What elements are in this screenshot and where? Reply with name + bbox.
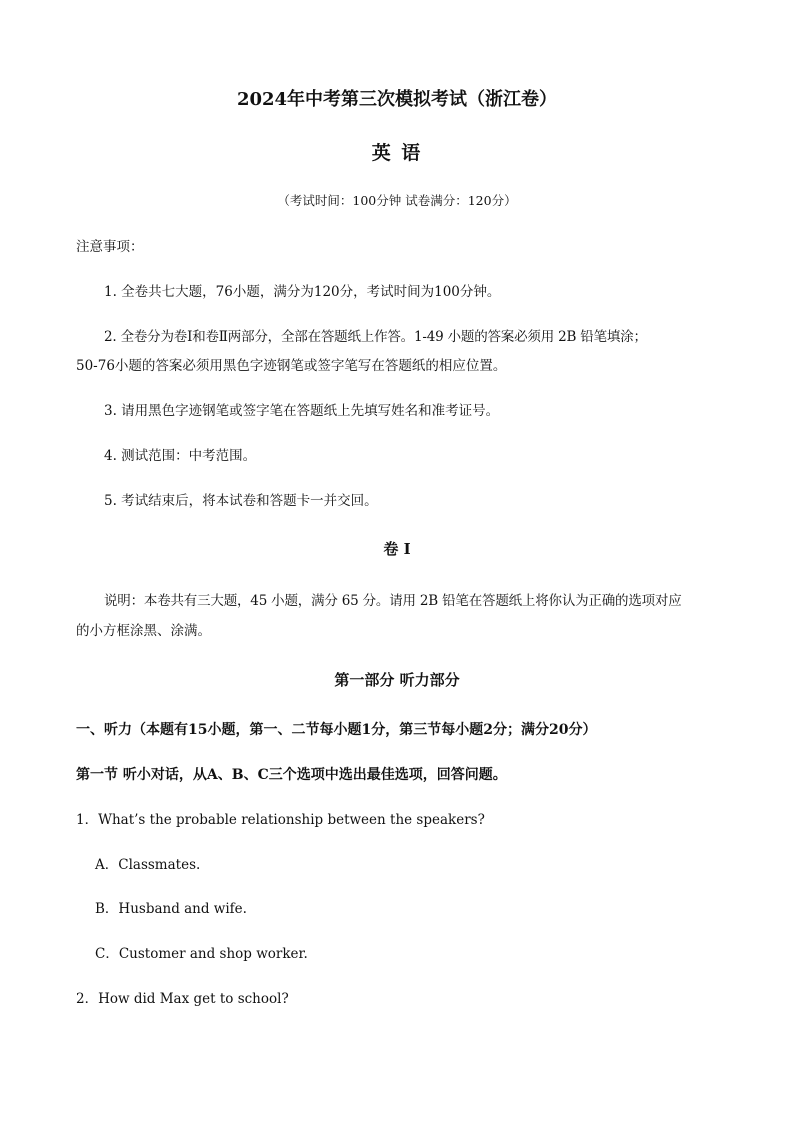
question-1-option-c: C．Customer and shop worker. (95, 946, 308, 962)
note-item-4: 4. 测试范围：中考范围。 (104, 448, 257, 464)
part-1-heading: 第一部分 听力部分 (334, 671, 460, 689)
question-2-stem: 2．How did Max get to school? (76, 991, 289, 1007)
listening-section-title: 一、听力（本题有15小题，第一、二节每小题1分，第三节每小题2分；满分20分） (76, 722, 597, 738)
question-1-option-a: A．Classmates. (95, 857, 201, 873)
listening-subsection-title: 第一节 听小对话，从A、B、C三个选项中选出最佳选项，回答问题。 (76, 767, 507, 783)
note-item-5: 5. 考试结束后，将本试卷和答题卡一并交回。 (104, 493, 378, 509)
note-item-2-cont: 50-76小题的答案必须用黑色字迹钢笔或签字笔写在答题纸的相应位置。 (76, 358, 507, 374)
subject-title: 英 语 (371, 142, 423, 164)
note-item-3: 3. 请用黑色字迹钢笔或签字笔在答题纸上先填写姓名和准考证号。 (104, 403, 500, 419)
exam-title: 2024年中考第三次模拟考试（浙江卷） (236, 89, 558, 110)
volume-1-heading: 卷 I (383, 540, 411, 558)
note-item-1: 1. 全卷共七大题，76小题，满分为120分，考试时间为100分钟。 (104, 284, 501, 300)
volume-1-description-cont: 的小方框涂黑、涂满。 (76, 623, 211, 639)
note-item-2: 2. 全卷分为卷Ⅰ和卷Ⅱ两部分，全部在答题纸上作答。1-49 小题的答案必须用 2B 铅笔填涂； (104, 329, 647, 345)
notes-heading: 注意事项： (76, 239, 144, 255)
volume-1-description: 说明：本卷共有三大题，45 小题，满分 65 分。请用 2B 铅笔在答题纸上将你认为正确的选项对应 (104, 593, 682, 609)
question-1-stem: 1．What’s the probable relationship between the speakers? (76, 812, 485, 828)
question-1-option-b: B．Husband and wife. (95, 901, 247, 917)
exam-time-info: （考试时间：100分钟 试卷满分：120分） (277, 193, 517, 208)
